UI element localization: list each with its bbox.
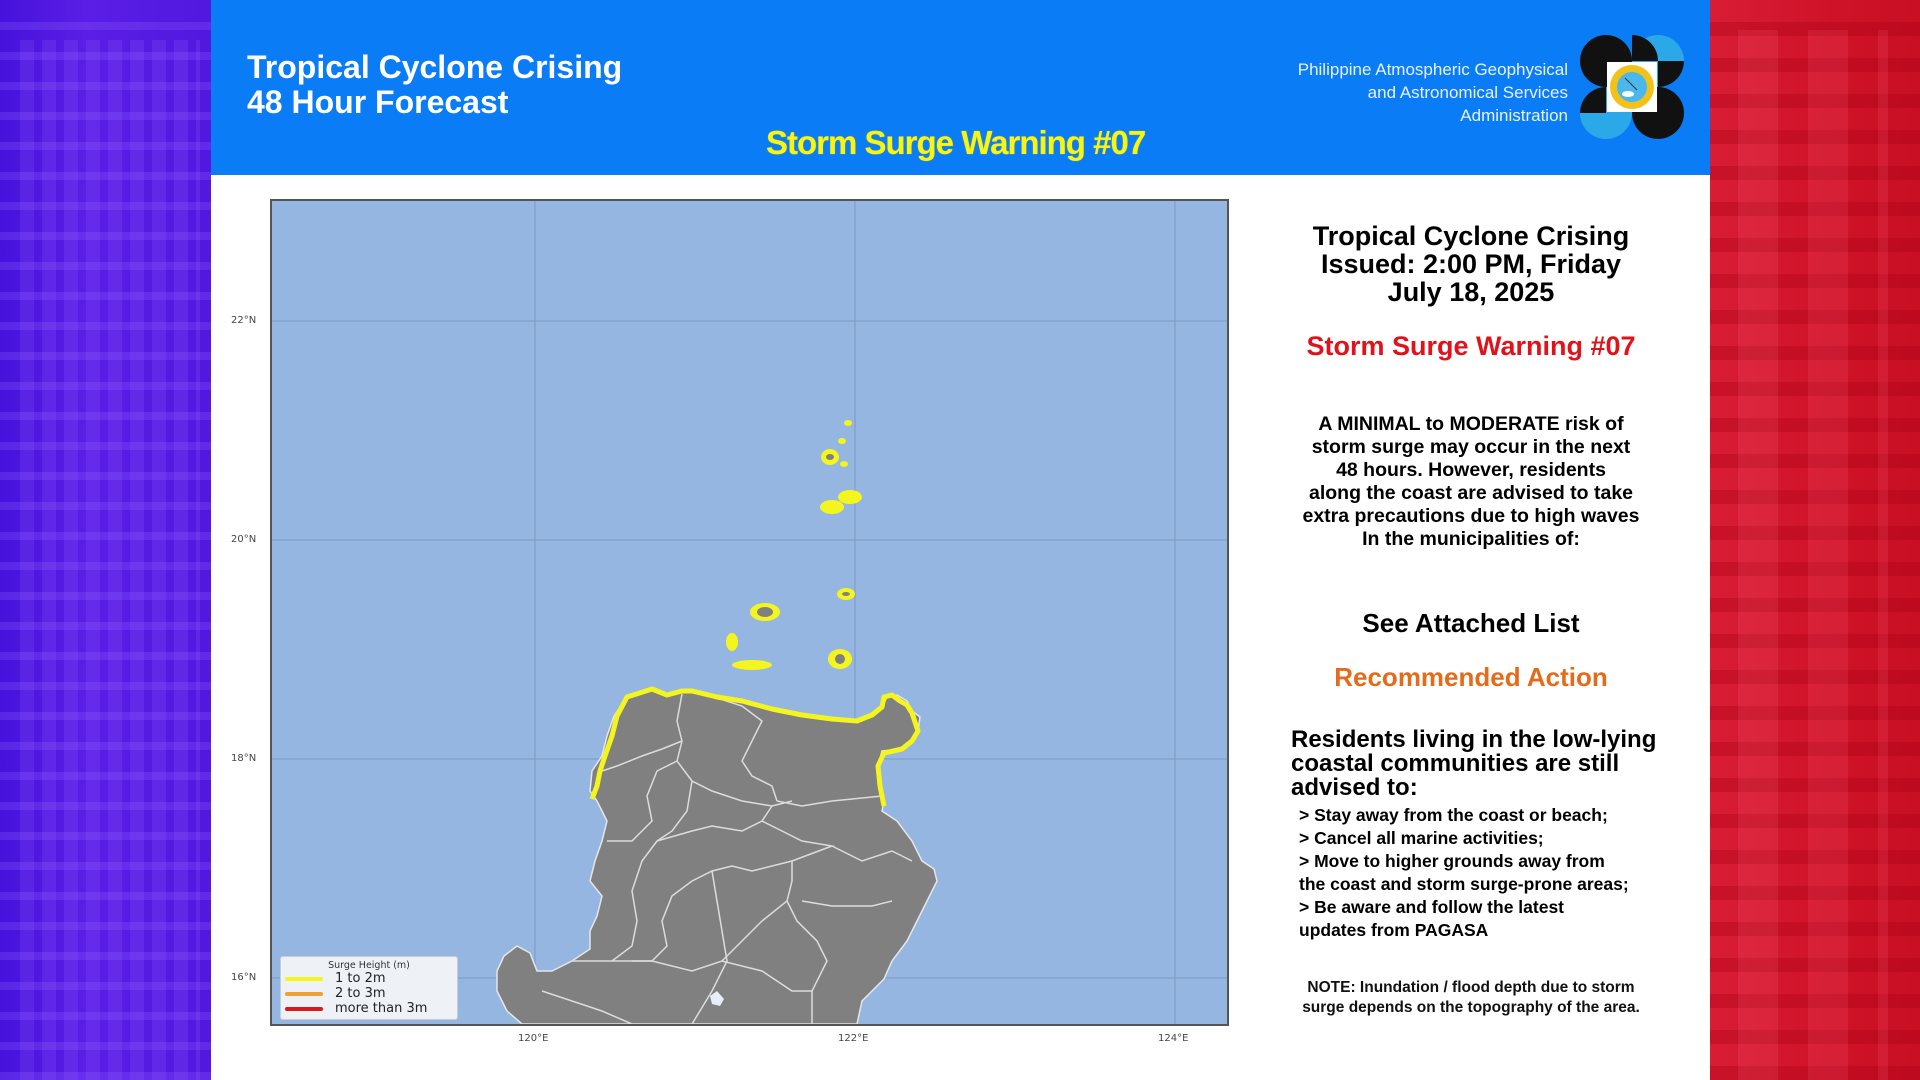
bulletin-header xyxy=(211,0,1710,175)
building-backdrop xyxy=(1738,30,1888,1080)
cyclone-name: Tropical Cyclone Crising xyxy=(1312,221,1630,251)
legend-item-2-3m xyxy=(281,986,457,1001)
background-right-panel xyxy=(1708,0,1920,1080)
background-left-panel xyxy=(0,0,212,1080)
inundation-note xyxy=(1256,978,1686,1018)
issued-time: Issued: 2:00 PM, Friday xyxy=(1320,249,1622,279)
building-backdrop xyxy=(20,40,200,1080)
cyclone-issue-info xyxy=(1256,222,1686,306)
orange-swatch-icon xyxy=(285,992,323,996)
lon-label: 122°E xyxy=(838,1033,869,1044)
lon-label: 120°E xyxy=(518,1033,549,1044)
note-line: NOTE: Inundation / flood depth due to storm xyxy=(1307,979,1635,996)
legend-item-over-3m xyxy=(281,1001,457,1016)
surge-islands xyxy=(726,420,862,670)
risk-statement xyxy=(1256,413,1686,551)
note-line: surge depends on the topography of the area. xyxy=(1302,999,1640,1016)
risk-line: 48 hours. However, residents xyxy=(1336,459,1606,481)
luzon-landmass xyxy=(497,689,937,1024)
see-attached-list: See Attached List xyxy=(1362,608,1580,638)
agency-line-1: Philippine Atmospheric Geophysical xyxy=(1297,60,1568,79)
advisory-line: Residents living in the low-lying xyxy=(1291,726,1657,753)
advisory-line: coastal communities are still xyxy=(1291,750,1620,777)
map-canvas xyxy=(272,201,1227,1024)
risk-line: A MINIMAL to MODERATE risk of xyxy=(1318,413,1624,435)
risk-line: extra precautions due to high waves xyxy=(1302,505,1640,527)
title-line-1: Tropical Cyclone Crising xyxy=(247,49,623,85)
recommended-actions-list xyxy=(1299,804,1699,942)
yellow-swatch-icon xyxy=(285,977,323,981)
title-line-2: 48 Hour Forecast xyxy=(247,84,509,120)
agency-name xyxy=(1298,58,1568,127)
advisory-line: advised to: xyxy=(1291,774,1418,801)
action-item: the coast and storm surge-prone areas; xyxy=(1299,874,1629,894)
action-item: > Cancel all marine activities; xyxy=(1299,828,1544,848)
legend-title: Surge Height (m) xyxy=(328,960,410,971)
header-warning-number: Storm Surge Warning #07 xyxy=(766,124,1146,161)
legend-label: 2 to 3m xyxy=(335,986,386,1001)
action-item: > Stay away from the coast or beach; xyxy=(1299,805,1608,825)
risk-line: along the coast are advised to take xyxy=(1308,482,1634,504)
lat-label: 18°N xyxy=(231,753,257,764)
legend-item-1-2m xyxy=(281,971,457,986)
surge-height-legend xyxy=(280,956,458,1020)
residents-advisory xyxy=(1291,728,1691,800)
action-item: updates from PAGASA xyxy=(1299,920,1489,940)
lat-label: 20°N xyxy=(231,534,257,545)
action-item: > Be aware and follow the latest xyxy=(1299,897,1565,917)
legend-label: 1 to 2m xyxy=(335,971,386,986)
warning-number: Storm Surge Warning #07 xyxy=(1306,331,1636,361)
storm-surge-map xyxy=(270,199,1229,1026)
issued-date: July 18, 2025 xyxy=(1387,277,1555,307)
recommended-action-heading: Recommended Action xyxy=(1334,662,1608,692)
legend-label: more than 3m xyxy=(335,1001,428,1016)
agency-line-3: Administration xyxy=(1460,106,1568,125)
lon-label: 124°E xyxy=(1158,1033,1189,1044)
agency-line-2: and Astronomical Services xyxy=(1367,83,1568,102)
risk-line: In the municipalities of: xyxy=(1362,528,1580,550)
pagasa-logo-icon xyxy=(1579,34,1685,140)
lat-label: 22°N xyxy=(231,315,257,326)
action-item: > Move to higher grounds away from xyxy=(1299,851,1605,871)
lat-label: 16°N xyxy=(231,972,257,983)
bulletin-card xyxy=(211,0,1710,1080)
bulletin-title xyxy=(247,50,622,120)
risk-line: storm surge may occur in the next xyxy=(1311,436,1631,458)
red-swatch-icon xyxy=(285,1007,323,1011)
